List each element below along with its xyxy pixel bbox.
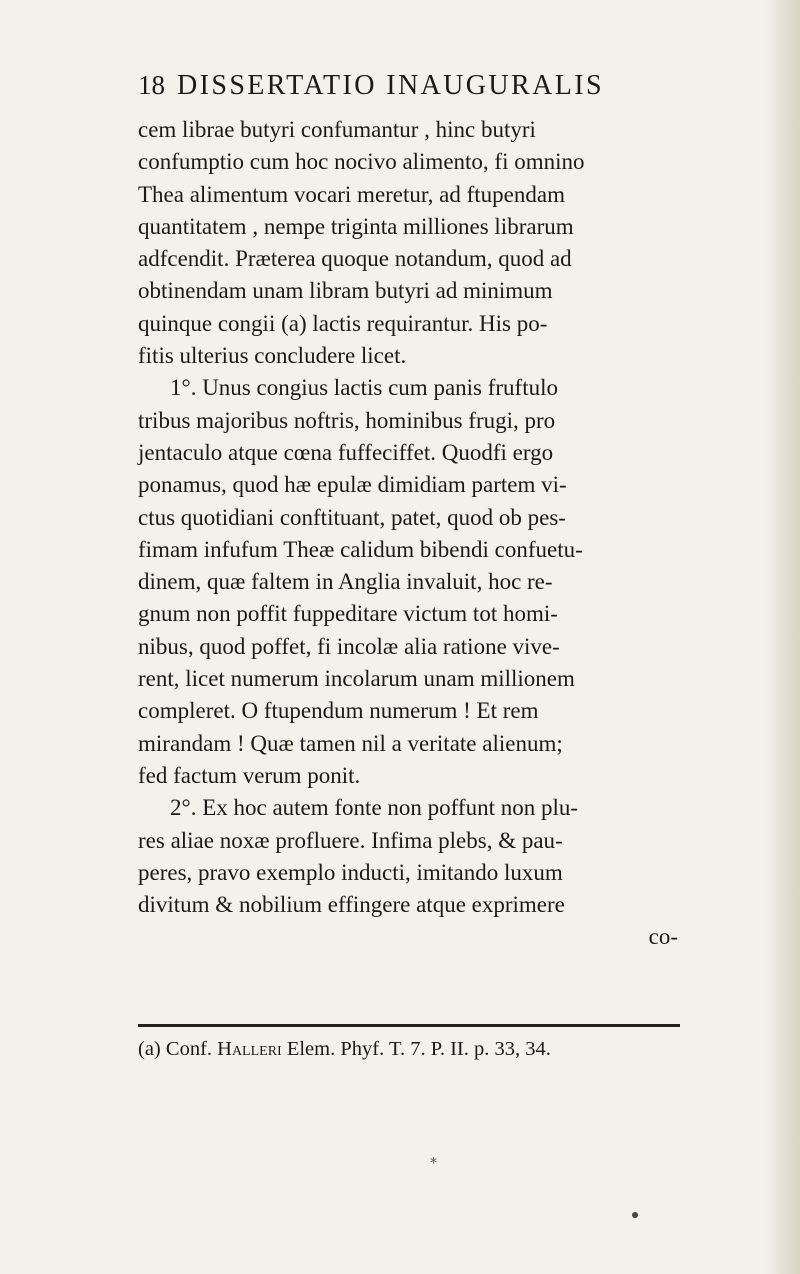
text-line: 1°. Unus congius lactis cum panis fruftulo — [170, 375, 559, 401]
footnote-rule — [138, 1024, 680, 1027]
text-line: gnum non poffit fuppeditare victum tot homi- — [138, 601, 558, 627]
text-line: confumptio cum hoc nocivo alimento, fi omnino — [138, 149, 585, 175]
text-line: peres, pravo exemplo inducti, imitando luxum — [138, 859, 563, 885]
paragraph-start-line — [138, 792, 678, 824]
text-line: ctus quotidiani conftituant, patet, quod ob pes- — [138, 504, 566, 530]
body-text — [138, 114, 678, 954]
text-line: tribus majoribus noftris, hominibus frugi, pro — [138, 407, 556, 433]
footnote-prefix: Conf. — [165, 1038, 213, 1060]
text-line: adfcendit. Præterea quoque notandum, quod ad — [138, 246, 572, 272]
stray-mark: ⁎ — [430, 1151, 437, 1167]
text-line: jentaculo atque cœna fuffeciffet. Quodfi ergo — [138, 439, 554, 465]
text-line: cem librae butyri confumantur , hinc butyri — [138, 117, 536, 142]
text-line: quantitatem , nempe triginta milliones librarum — [138, 213, 574, 239]
text-line: obtinendam unam libram butyri ad minimum — [138, 278, 553, 304]
ink-dot — [632, 1212, 638, 1218]
paragraph-start-line — [138, 372, 678, 404]
text-line: rent, licet numerum incolarum unam millionem — [138, 666, 575, 692]
catchword: co- — [648, 924, 678, 950]
footnote-marker: (a) — [138, 1038, 161, 1060]
text-line: compleret. O ftupendum numerum ! Et rem — [138, 698, 539, 724]
footnote — [138, 1038, 678, 1061]
text-line: fitis ulterius concludere licet. — [138, 343, 407, 369]
text-line: nibus, quod poffet, fi incolæ alia ratione vive- — [138, 633, 560, 659]
text-line: divitum & nobilium effingere atque exprimere — [138, 892, 565, 918]
text-line: fimam infufum Theæ calidum bibendi confuetu- — [138, 536, 583, 562]
text-line: mirandam ! Quæ tamen nil a veritate alienum; — [138, 730, 563, 756]
text-line: 2°. Ex hoc autem fonte non poffunt non plu- — [170, 795, 579, 821]
text-line: quinque congii (a) lactis requirantur. His po- — [138, 310, 548, 336]
page-edge-shadow — [766, 0, 800, 1274]
footnote-reference: Elem. Phyf. T. 7. P. II. p. 33, 34. — [286, 1038, 551, 1060]
text-line: fed factum verum ponit. — [138, 762, 361, 788]
text-line: res aliae noxæ profluere. Infima plebs, & pau- — [138, 827, 563, 853]
page-number: 18 — [138, 70, 165, 100]
text-line: dinem, quæ faltem in Anglia invaluit, hoc re- — [138, 569, 553, 595]
text-line: Thea alimentum vocari meretur, ad ftupendam — [138, 181, 565, 207]
page-header — [138, 70, 678, 102]
running-title: DISSERTATIO INAUGURALIS — [177, 70, 604, 101]
text-line: ponamus, quod hæ epulæ dimidiam partem vi- — [138, 472, 567, 498]
footnote-author: Halleri — [217, 1038, 282, 1060]
